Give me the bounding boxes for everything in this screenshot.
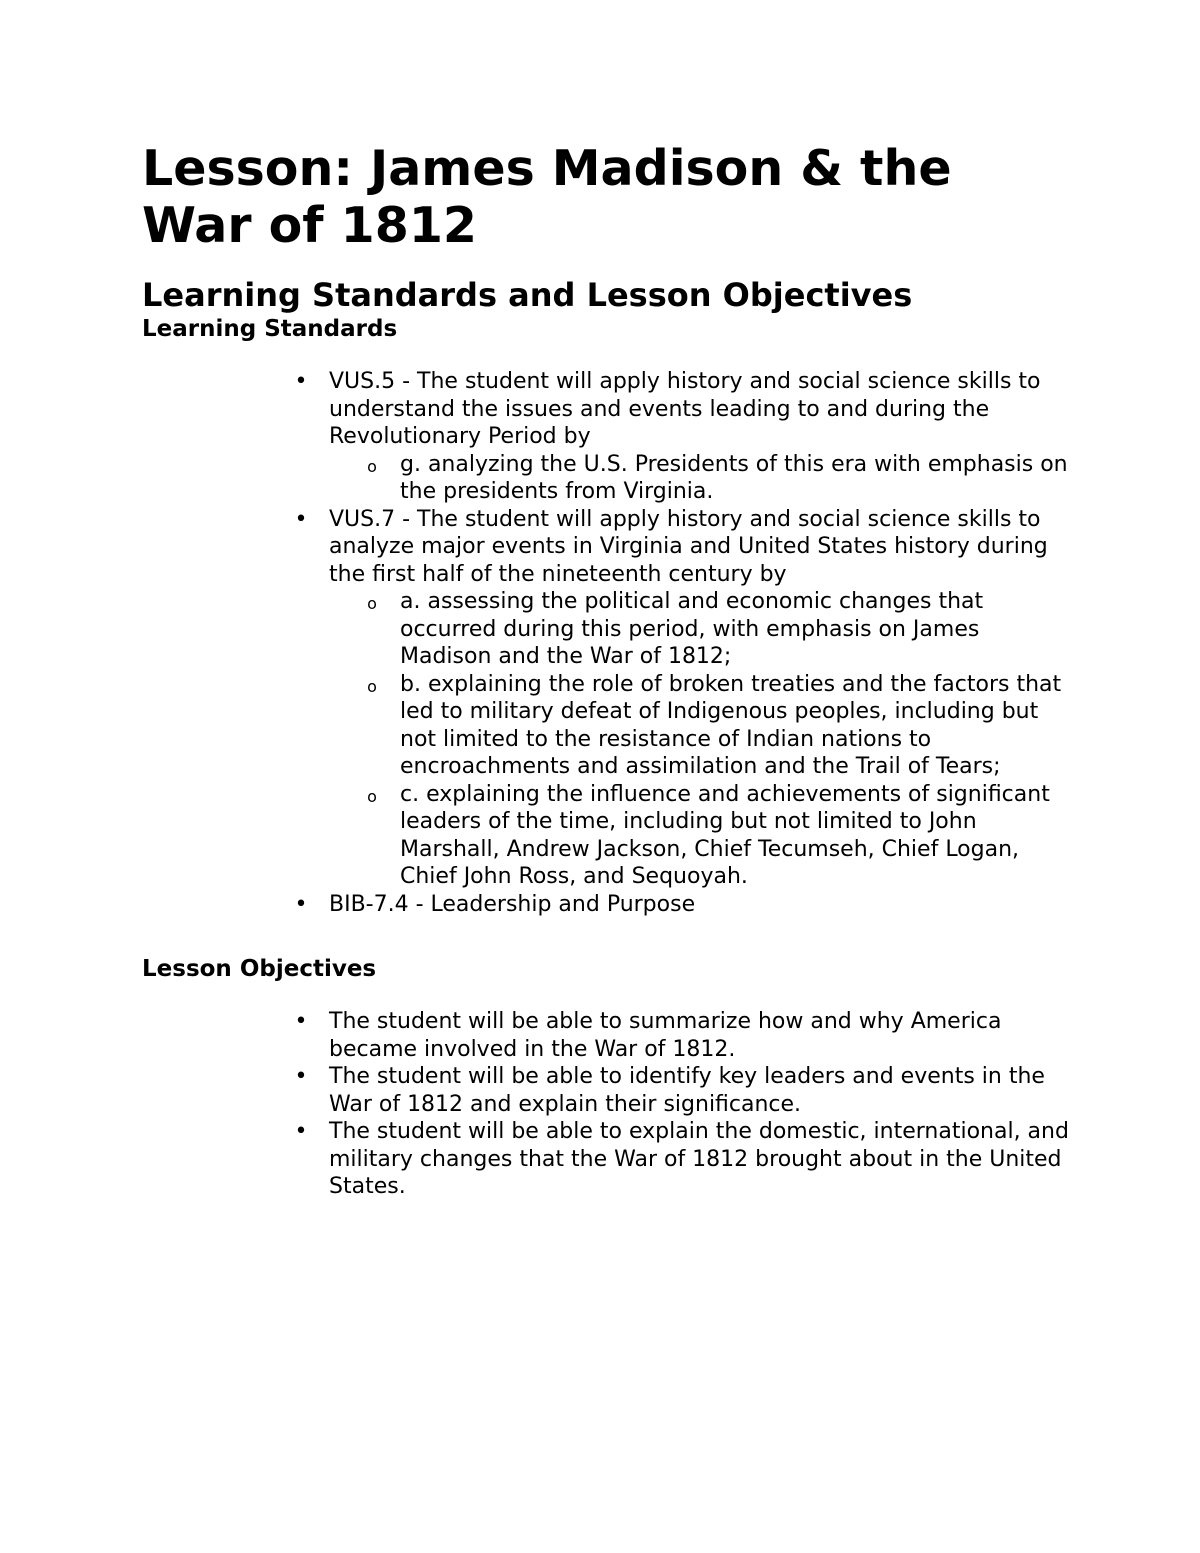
bullet-icon: • <box>294 506 308 532</box>
sub-list-item-text: c. explaining the influence and achievements of significant leaders of the time, including but not limited to John Marshall, Andrew Jackson, Chief Tecumseh, Chief Logan, Chief John Ross, and Sequoyah. <box>400 781 1050 889</box>
sub-list-item <box>367 781 1072 891</box>
list-item <box>294 368 1072 506</box>
sub-list <box>329 588 1072 891</box>
bullet-icon: • <box>294 891 308 917</box>
bullet-icon: • <box>294 369 308 394</box>
sub-list-item-text: g. analyzing the U.S. Presidents of this era with emphasis on the presidents from Virginia. <box>400 451 1068 504</box>
learning-standards-heading: Learning Standards <box>142 316 398 342</box>
lesson-objectives-heading: Lesson Objectives <box>142 956 377 982</box>
bullet-icon: • <box>294 1119 308 1144</box>
sub-list-item-text: a. assessing the political and economic changes that occurred during this period, with emphasis on James Madison and the War of 1812; <box>400 589 984 669</box>
list-item-text: VUS.7 - The student will apply history and social science skills to analyze major events in Virginia and United States history during the first half of the nineteenth century by <box>329 506 1048 587</box>
list-item <box>294 506 1072 891</box>
document-content <box>142 140 1072 1201</box>
circle-bullet-icon: o <box>367 676 377 696</box>
sub-list-item <box>367 588 1072 671</box>
sub-list-item <box>367 671 1072 781</box>
list-item <box>294 891 1072 919</box>
circle-bullet-icon: o <box>367 456 377 476</box>
list-item <box>294 1063 1072 1118</box>
list-item <box>294 1008 1072 1063</box>
page-title: Lesson: James Madison & the War of 1812 <box>142 140 952 254</box>
list-item-text: VUS.5 - The student will apply history and social science skills to understand the issues and events leading to and during the Revolutionary Period by <box>329 369 1041 449</box>
learning-standards-list <box>142 368 1072 918</box>
list-item-text: BIB-7.4 - Leadership and Purpose <box>329 891 696 917</box>
list-item <box>294 1118 1072 1201</box>
list-item-text: The student will be able to identify key leaders and events in the War of 1812 and explain their significance. <box>329 1064 1045 1117</box>
section-heading: Learning Standards and Lesson Objectives <box>142 276 913 314</box>
list-item-text: The student will be able to explain the domestic, international, and military changes that the War of 1812 brought about in the United States. <box>329 1119 1069 1199</box>
sub-list-item <box>367 451 1072 506</box>
list-item-text: The student will be able to summarize how and why America became involved in the War of 1812. <box>329 1009 1002 1062</box>
lesson-objectives-list <box>142 1008 1072 1201</box>
circle-bullet-icon: o <box>367 786 377 806</box>
circle-bullet-icon: o <box>367 594 377 613</box>
bullet-icon: • <box>294 1064 308 1089</box>
sub-list-item-text: b. explaining the role of broken treaties and the factors that led to military defeat of Indigenous peoples, including but not limited to the resistance of Indian nations to encroachments and assimilation and the Trail of Tears; <box>400 671 1062 779</box>
sub-list <box>329 451 1072 506</box>
bullet-icon: • <box>294 1009 308 1034</box>
